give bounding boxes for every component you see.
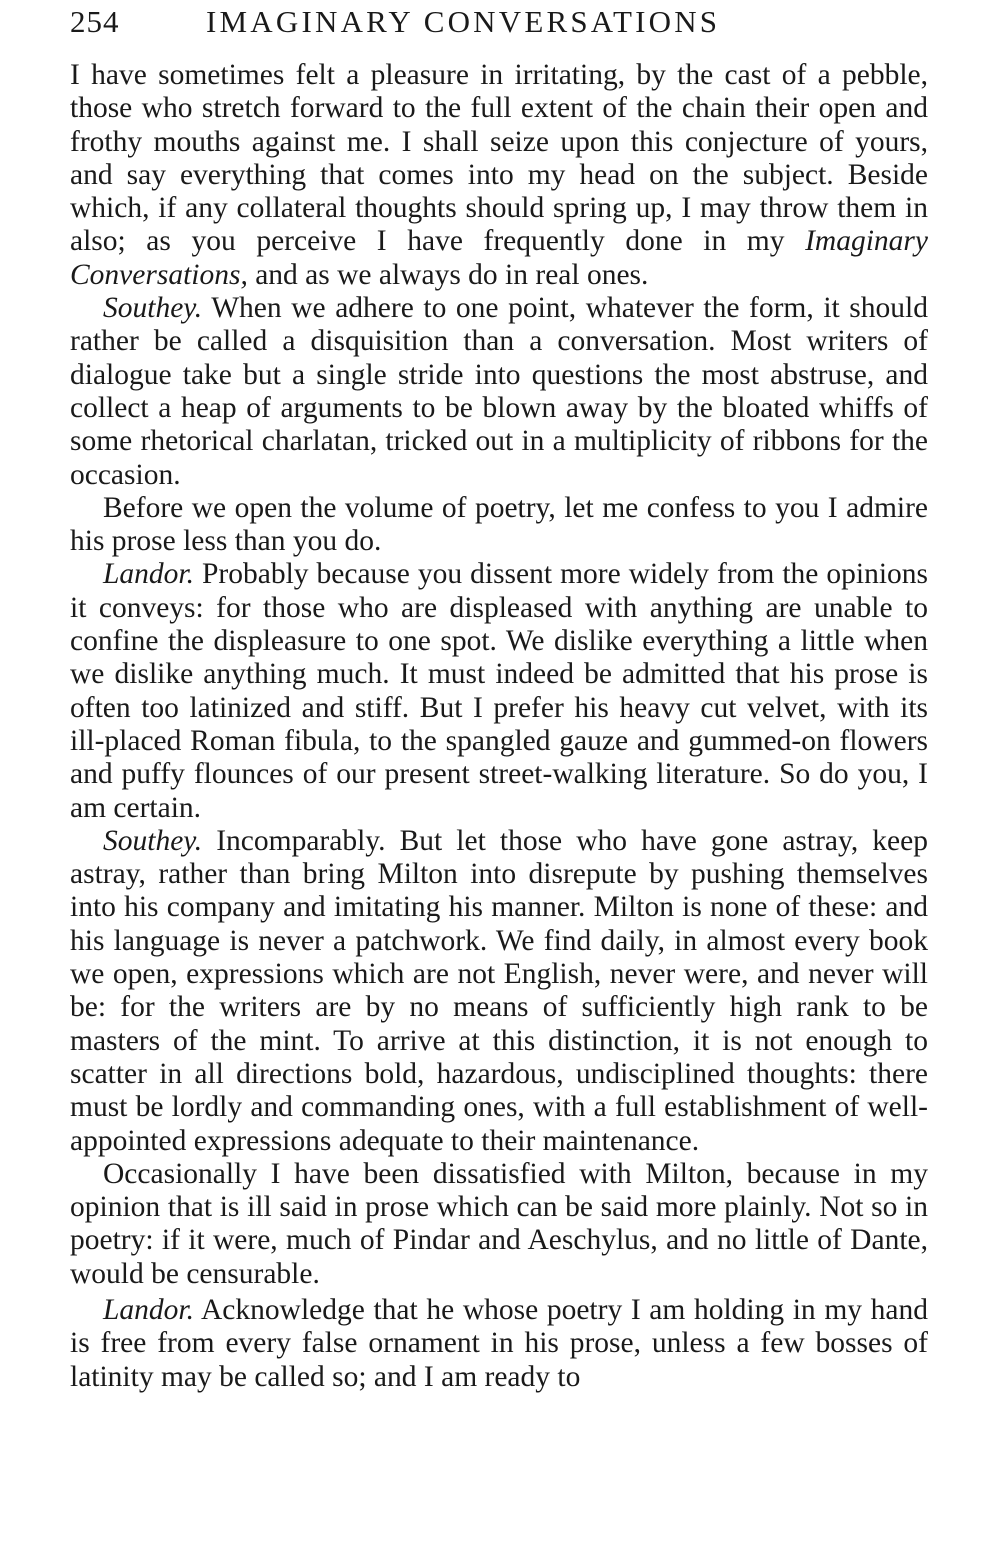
paragraph-landor-2 <box>70 1294 928 1394</box>
speaker-label: Southey. <box>103 292 203 325</box>
paragraph-southey-2 <box>70 492 928 559</box>
paragraph-landor-1 <box>70 558 928 824</box>
speaker-label: Landor. <box>103 558 194 591</box>
paragraph-text: Acknowledge that he whose poetry I am holding in my hand is free from every false ornament in his prose, unless a few bosses of latinity may be called so; and I am ready to <box>70 1293 928 1393</box>
paragraph-text: I have sometimes felt a pleasure in irritating, by the cast of a pebble, those who stretch forward to the full extent of the chain their open and frothy mouths against me. I shall seize upon this conjecture of yours, and say everything that comes into my head on the subject. Beside which, if any collateral thoughts should spring up, I may throw them in also; as you perceive I have frequently done in my <box>70 59 928 258</box>
speaker-label: Southey. <box>103 824 203 857</box>
paragraph-southey-3 <box>70 825 928 1158</box>
book-title-italic: Imaginary Conversations, <box>70 225 928 291</box>
paragraph-opening <box>70 59 928 292</box>
paragraph-text: Incomparably. But let those who have gone astray, keep astray, rather than bring Milton into disrepute by pushing themselves into his company and imitating his manner. Milton is none of these: and his language is never a patchwork. We find daily, in almost every book we open, expressions which are not English, never were, and never will be: for the writers are by no means of sufficiently high rank to be masters of the mint. To arrive at this distinction, it is not enough to scatter in all directions bold, hazardous, undisciplined thoughts: there must be lordly and commanding ones, with a full establishment of well-appointed expressions adequate to their maintenance. <box>70 824 928 1157</box>
paragraph-southey-4 <box>70 1158 928 1291</box>
paragraph-text: Occasionally I have been dissatisfied with Milton, because in my opinion that is ill said in prose which can be said more plainly. Not so in poetry: if it were, much of Pindar and Aeschylus, and no little of Dante, would be censurable. <box>70 1157 928 1290</box>
paragraph-southey-1 <box>70 292 928 492</box>
speaker-label: Landor. <box>103 1293 194 1326</box>
running-title: IMAGINARY CONVERSATIONS <box>206 4 721 39</box>
paragraph-text: Before we open the volume of poetry, let me confess to you I admire his prose less than you do. <box>70 491 928 558</box>
body-text <box>70 59 928 1394</box>
running-head <box>70 2 928 42</box>
paragraph-text: Probably because you dissent more widely from the opinions it conveys: for those who are displeased with anything are unable to confine the displeasure to one spot. We dislike everything a little when we dislike anything much. It must indeed be admitted that his prose is often too latinized and stiff. But I prefer his heavy cut velvet, with its ill-placed Roman fibula, to the spangled gauze and gummed-on flowers and puffy flounces of our present street-walking literature. So do you, I am certain. <box>70 558 928 824</box>
page-number: 254 <box>70 4 120 39</box>
paragraph-text: and as we always do in real ones. <box>247 258 649 291</box>
paragraph-text: When we adhere to one point, whatever the form, it should rather be called a disquisition than a conversation. Most writers of dialogue take but a single stride into questions the most abstruse, and collect a heap of arguments to be blown away by the bloated whiffs of some rhetorical charlatan, tricked out in a multiplicity of ribbons for the occasion. <box>70 292 928 491</box>
